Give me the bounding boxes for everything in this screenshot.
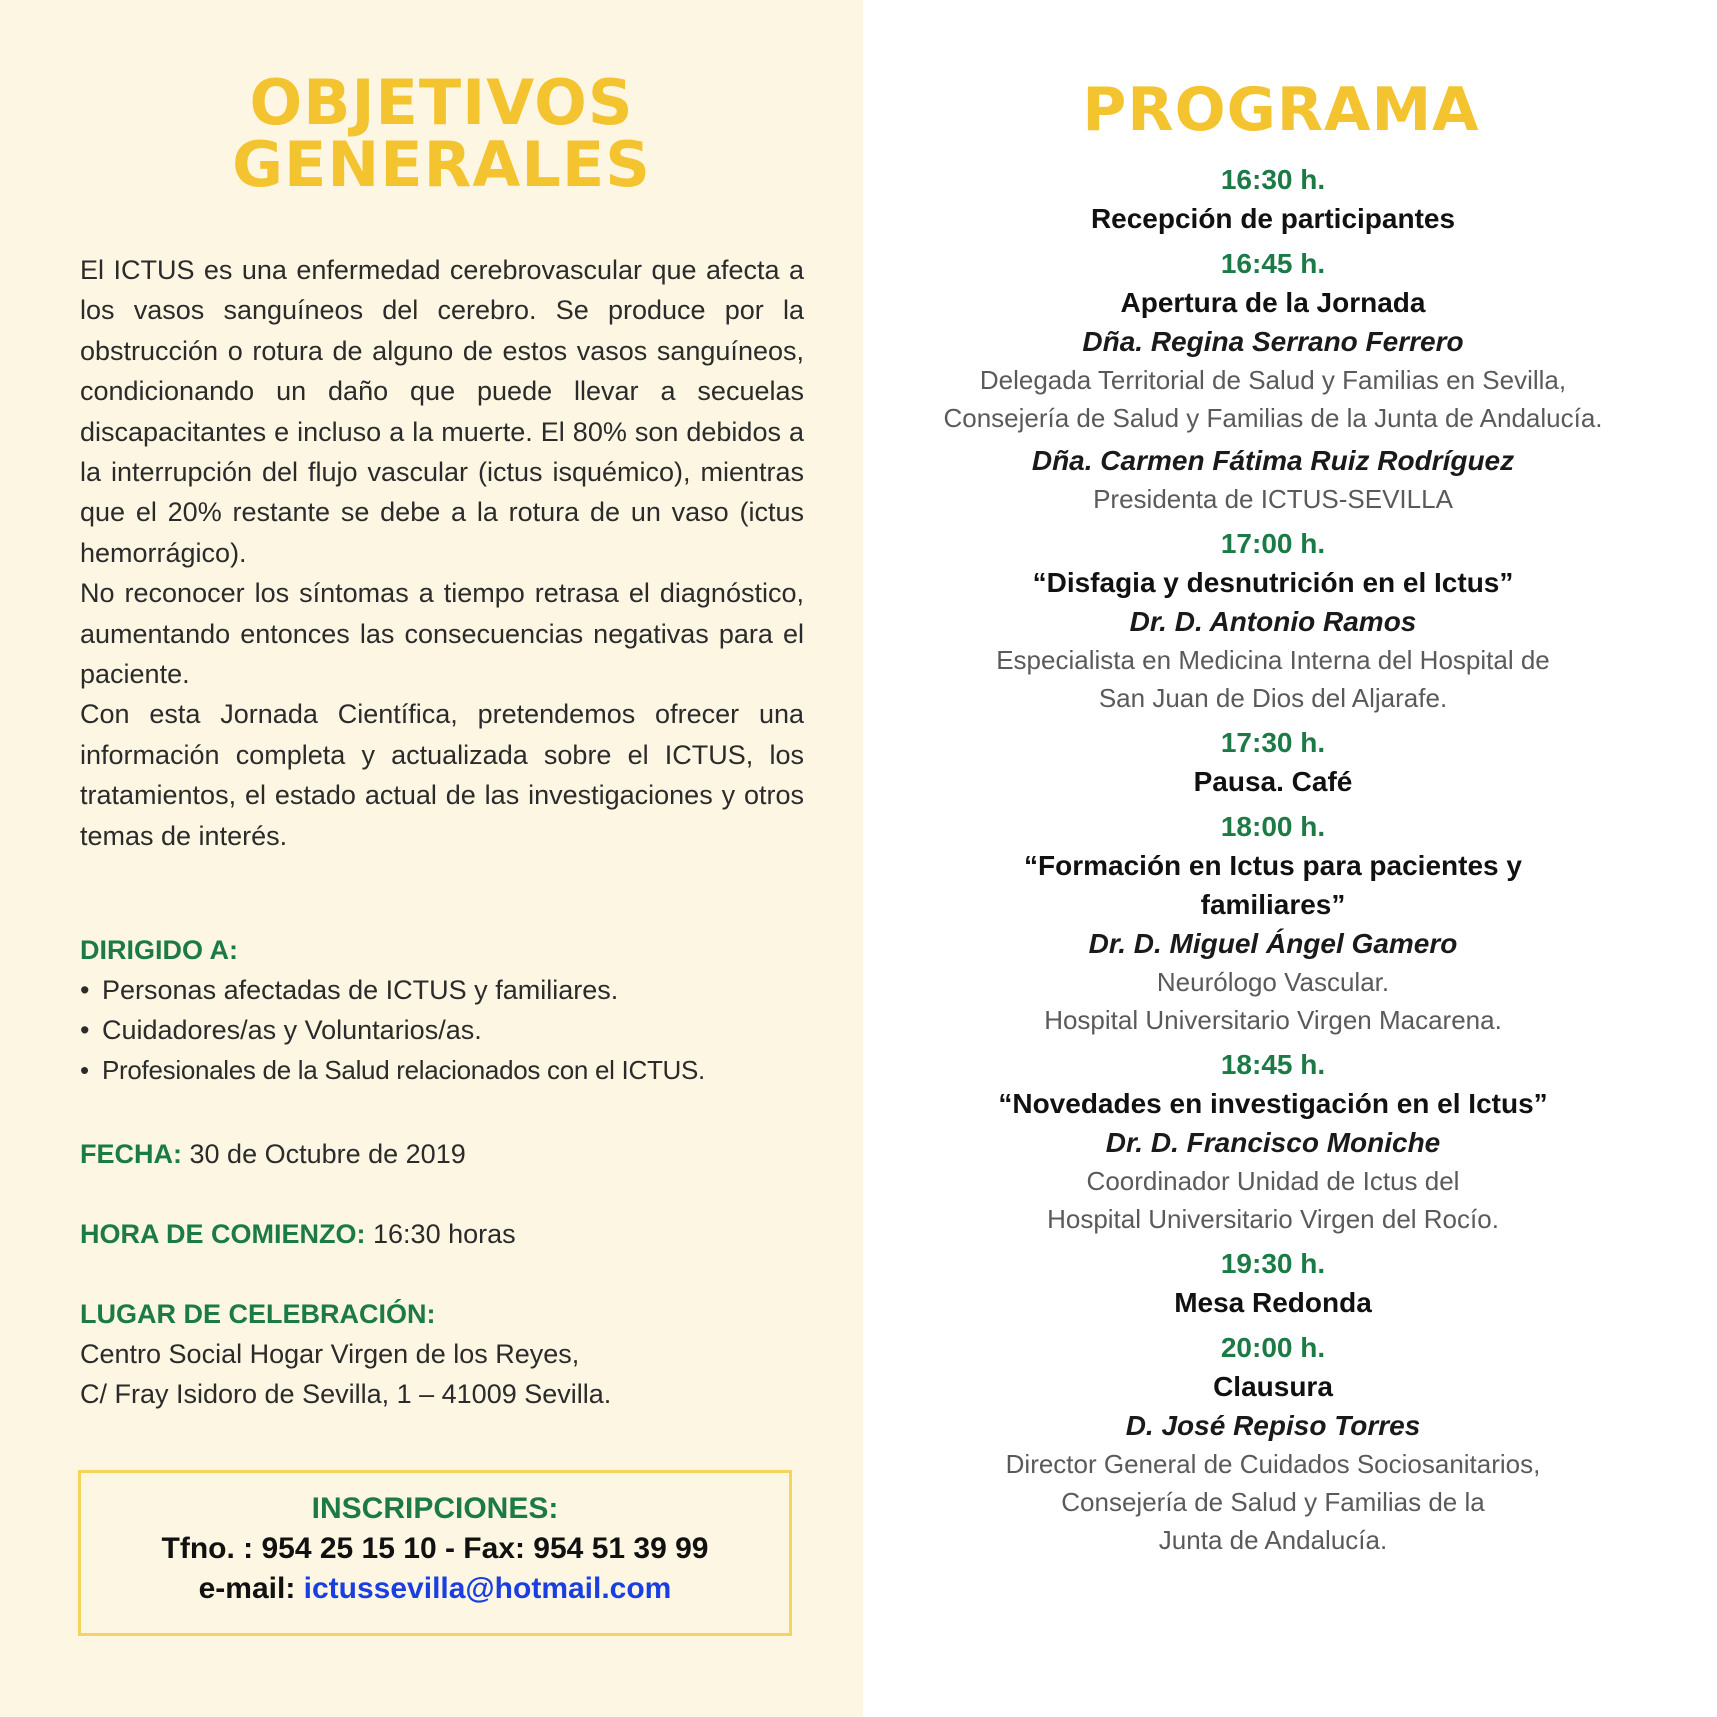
program-title: Apertura de la Jornada [1120, 287, 1426, 318]
intro-paragraph: El ICTUS es una enfermedad cerebrovascular que afecta a los vasos sanguíneos del cerebro. Se produce por la obstrucción o rotura de alguno de estos vasos sanguíneos, condicionando un daño que puede llevar a secuelas discapacitantes e incluso a la muerte. El 80% son debidos a la interrupción del flujo vascular (ictus isquémico), mientras que el 20% restante se debe a la rotura de un vaso (ictus hemorrágico). [80, 255, 804, 568]
program-role: Junta de Andalucía. [1158, 1525, 1388, 1555]
program-role: Neurólogo Vascular. [1156, 967, 1390, 997]
lugar-label: LUGAR DE CELEBRACIÓN: [80, 1299, 436, 1329]
program-item [863, 807, 1683, 1039]
program-item [863, 524, 1683, 717]
intro-text [80, 250, 804, 856]
program-role: Especialista en Medicina Interna del Hospital de [996, 645, 1550, 675]
phone-fax-line: Tfno. : 954 25 15 10 - Fax: 954 51 39 99 [161, 1532, 709, 1565]
program-time: 17:00 h. [1220, 528, 1326, 559]
program-speaker: Dr. D. Miguel Ángel Gamero [1088, 928, 1458, 959]
program-item [863, 723, 1683, 801]
hora-label: HORA DE COMIENZO: [80, 1219, 366, 1249]
program-speaker: Dña. Regina Serrano Ferrero [1082, 326, 1464, 357]
program-role: Director General de Cuidados Sociosanitarios, [1005, 1449, 1541, 1479]
program-role: Presidenta de ICTUS-SEVILLA [1093, 484, 1453, 514]
list-item: • Cuidadores/as y Voluntarios/as. [80, 1015, 482, 1045]
program-role: San Juan de Dios del Aljarafe. [1098, 683, 1448, 713]
email-link[interactable]: ictussevilla@hotmail.com [303, 1572, 672, 1605]
program-title: Clausura [1213, 1371, 1333, 1402]
program-role: Hospital Universitario Virgen del Rocío. [1047, 1204, 1499, 1234]
program-time: 17:30 h. [1220, 727, 1326, 758]
lugar-section [80, 1294, 820, 1414]
dirigido-label: DIRIGIDO A: [80, 935, 238, 965]
program-role: Consejería de Salud y Familias de la [1061, 1487, 1485, 1517]
fecha-section [80, 1134, 820, 1174]
program-title: “Formación en Ictus para pacientes y [1024, 850, 1522, 881]
program-role: Hospital Universitario Virgen Macarena. [1044, 1005, 1502, 1035]
inscripciones-title: INSCRIPCIONES: [311, 1492, 559, 1525]
program-title: Recepción de participantes [1090, 203, 1456, 234]
program-role: Coordinador Unidad de Ictus del [1086, 1166, 1460, 1196]
title-line-1: OBJETIVOS [249, 66, 634, 139]
program-speaker: D. José Repiso Torres [1125, 1410, 1421, 1441]
program-title-cont: familiares” [1200, 889, 1346, 920]
program-title: Pausa. Café [1193, 766, 1353, 797]
program-title: “Disfagia y desnutrición en el Ictus” [1032, 567, 1514, 598]
hora-value: 16:30 horas [373, 1219, 516, 1249]
program-time: 18:45 h. [1220, 1049, 1326, 1080]
intro-paragraph: Con esta Jornada Científica, pretendemos ofrecer una información completa y actualizada sobre el ICTUS, los tratamientos, el estado actual de las investigaciones y otros temas de interés. [80, 699, 804, 851]
inscripciones-box [78, 1470, 792, 1636]
program-title: “Novedades en investigación en el Ictus” [998, 1088, 1548, 1119]
fecha-label: FECHA: [80, 1139, 182, 1169]
lugar-line-1: Centro Social Hogar Virgen de los Reyes, [80, 1339, 580, 1369]
email-label: e-mail: [198, 1572, 296, 1605]
program-item [863, 1244, 1683, 1322]
dirigido-section [80, 930, 820, 1090]
program-time: 16:30 h. [1220, 164, 1326, 195]
program-list [863, 160, 1683, 1565]
hora-section [80, 1214, 820, 1254]
list-item: • Personas afectadas de ICTUS y familiares. [80, 975, 619, 1005]
right-panel [863, 0, 1717, 1717]
program-item [863, 1045, 1683, 1238]
program-item [863, 244, 1683, 518]
objetivos-title [0, 66, 883, 201]
program-time: 19:30 h. [1220, 1248, 1326, 1279]
program-time: 20:00 h. [1220, 1332, 1326, 1363]
fecha-value: 30 de Octubre de 2019 [189, 1139, 466, 1169]
program-speaker: Dr. D. Francisco Moniche [1105, 1127, 1441, 1158]
list-item: • Profesionales de la Salud relacionados con el ICTUS. [80, 1055, 705, 1085]
title-line-2: GENERALES [232, 128, 651, 201]
dirigido-list [80, 970, 820, 1090]
program-role: Delegada Territorial de Salud y Familias en Sevilla, [979, 365, 1567, 395]
email-line [81, 1569, 789, 1609]
program-title: Mesa Redonda [1174, 1287, 1372, 1318]
program-speaker: Dr. D. Antonio Ramos [1129, 606, 1417, 637]
programa-title: PROGRAMA [1082, 75, 1480, 145]
program-item [863, 160, 1683, 238]
program-role: Consejería de Salud y Familias de la Junta de Andalucía. [943, 403, 1603, 433]
program-item [863, 1328, 1683, 1559]
program-speaker: Dña. Carmen Fátima Ruiz Rodríguez [1031, 445, 1515, 476]
program-time: 18:00 h. [1220, 811, 1326, 842]
lugar-line-2: C/ Fray Isidoro de Sevilla, 1 – 41009 Sevilla. [80, 1379, 612, 1409]
program-time: 16:45 h. [1220, 248, 1326, 279]
intro-paragraph: No reconocer los síntomas a tiempo retrasa el diagnóstico, aumentando entonces las consecuencias negativas para el paciente. [80, 578, 804, 690]
